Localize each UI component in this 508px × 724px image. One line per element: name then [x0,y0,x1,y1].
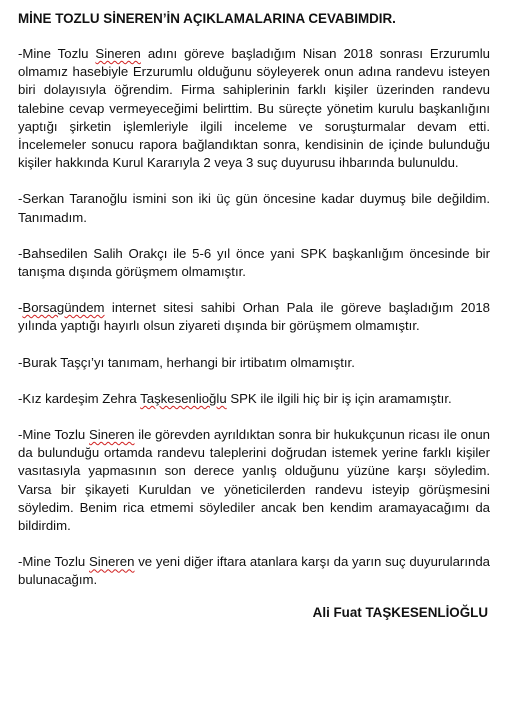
document-title: MİNE TOZLU SİNEREN’İN AÇIKLAMALARINA CEVABIMDIR. [18,11,396,26]
spellcheck-underlined-word: Sineren [89,427,135,443]
paragraph-sineren-intro: -Mine Tozlu Sineren adını göreve başladığım Nisan 2018 sonrası Erzurumlu olmamız hasebiyle Erzurumlu olduğunu söyleyerek onun adına randevu isteyen biri dolayısıyla öğrendim. Firma sahiplerinin farklı kişiler üzerinden randevu talebine cevap vermeyeceğimi belirttim. Bu süreçte yönetim kurulu başkanlığını yaptığı şirketin işlemleriyle ilgili inceleme ve soruşturmalar devam etti. İncelemeler sonucu rapora bağlandıktan sonra, kendisinin de içinde bulunduğu kişiler hakkında Kurul Kararıyla 2 veya 3 suç duyurusu ihbarında bulunuldu. [18,46,490,171]
spellcheck-underlined-word: Sineren [89,554,135,570]
spellcheck-underlined-word: Borsagündem [22,300,105,316]
signature: Ali Fuat TAŞKESENLİOĞLU [312,604,488,620]
paragraph-meeting-after-office: -Mine Tozlu Sineren ile görevden ayrıldıktan sonra bir hukukçunun ricası ile onun da bulunduğu ortamda randevu taleplerini doğrudan istemek yerine farklı kişiler vasıtasıyla yapmasının son derece yanlış olduğunu yüzüne karşı söyledim. Varsa bir şikayeti Kuruldan ve yöneticilerden randevu isteyip görüşmesini söyledim. Benim rica etmemi söylediler ancak ben kendim aramayacağımı da bildirdim. [18,427,490,534]
paragraph-serkan-taranoglu: -Serkan Taranoğlu ismini son iki üç gün öncesine kadar duymuş bile değildim. Tanımadım. [18,191,490,225]
document-page [18,10,490,622]
paragraph-zehra-taskesenlioglu: -Kız kardeşim Zehra Taşkesenlioğlu SPK ile ilgili hiç bir iş için aramamıştır. [18,390,452,406]
paragraph-orhan-pala: -Borsagündem internet sitesi sahibi Orhan Pala ile göreve başladığım 2018 yılında yaptığı hayırlı olsun ziyareti dışında bir görüşmem olmamıştır. [18,300,490,334]
spellcheck-underlined-word: Sineren [95,46,141,61]
paragraph-burak-tasci: -Burak Taşçı’yı tanımam, herhangi bir irtibatım olmamıştır. [18,354,355,370]
spellcheck-underlined-word: Taşkesenlioğlu [140,390,227,406]
paragraph-salih-orakci: -Bahsedilen Salih Orakçı ile 5-6 yıl önce yani SPK başkanlığım öncesinde bir tanışma dışında görüşmem olmamıştır. [18,245,490,280]
paragraph-criminal-complaint: -Mine Tozlu Sineren ve yeni diğer iftara atanlara karşı da yarın suç duyurularında bulunacağım. [18,554,490,588]
